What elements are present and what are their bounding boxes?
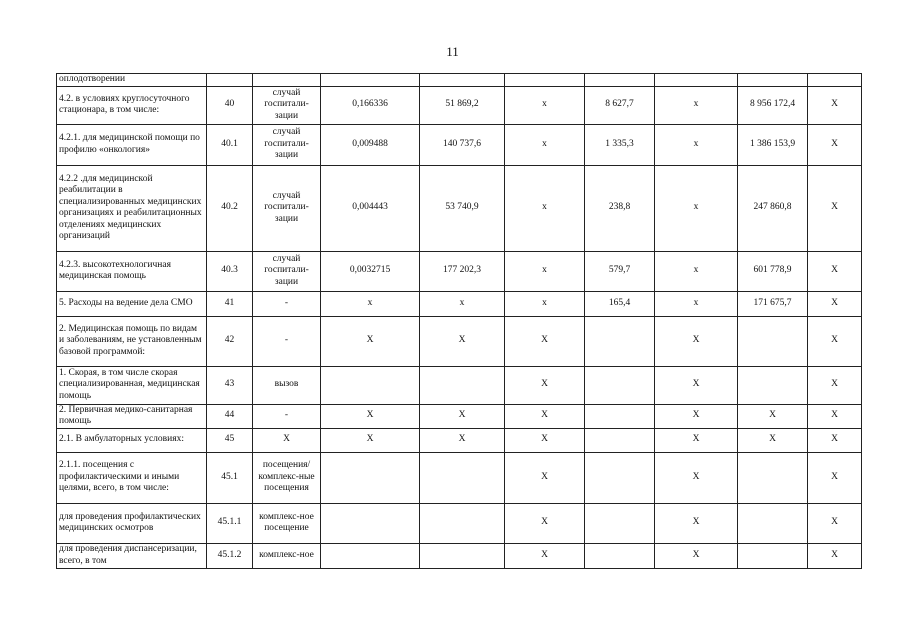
table-cell: 140 737,6 <box>420 124 505 165</box>
table-cell: случай госпитали-зации <box>253 251 321 291</box>
table-cell: х <box>321 291 420 316</box>
table-cell: 5. Расходы на ведение дела СМО <box>57 291 207 316</box>
table-cell: для проведения диспансеризации, всего, в том <box>57 543 207 568</box>
table-cell: - <box>253 404 321 428</box>
table-cell: 44 <box>207 404 253 428</box>
table-cell: Х <box>808 428 862 452</box>
table-cell: 0,004443 <box>321 165 420 251</box>
table-cell: Х <box>738 404 808 428</box>
table-row <box>57 251 862 291</box>
table-cell: х <box>655 251 738 291</box>
table-cell: оплодотворении <box>57 74 207 87</box>
table-cell <box>585 404 655 428</box>
table-cell: Х <box>253 428 321 452</box>
table-cell: - <box>253 291 321 316</box>
table-cell: 0,166336 <box>321 86 420 124</box>
table-cell: Х <box>505 366 585 404</box>
table-cell: Х <box>505 543 585 568</box>
table-cell <box>321 543 420 568</box>
table-cell: 4.2.3. высокотехнологичная медицинская помощь <box>57 251 207 291</box>
table-cell: Х <box>655 404 738 428</box>
table-cell <box>321 74 420 87</box>
table-row <box>57 366 862 404</box>
table-cell: 40.2 <box>207 165 253 251</box>
table-row <box>57 124 862 165</box>
table-cell: х <box>655 291 738 316</box>
table-cell: Х <box>655 316 738 366</box>
table-cell <box>738 452 808 503</box>
table-cell: 165,4 <box>585 291 655 316</box>
table-row <box>57 543 862 568</box>
table-cell <box>585 316 655 366</box>
table-cell: 51 869,2 <box>420 86 505 124</box>
table-cell: 171 675,7 <box>738 291 808 316</box>
table-cell: 40.3 <box>207 251 253 291</box>
table-cell: х <box>505 251 585 291</box>
table-cell: Х <box>505 503 585 543</box>
table-cell <box>420 366 505 404</box>
table-cell: случай госпитали-зации <box>253 86 321 124</box>
table-cell: х <box>655 165 738 251</box>
table-cell <box>207 74 253 87</box>
table-cell <box>585 452 655 503</box>
table-cell: Х <box>808 452 862 503</box>
table-row <box>57 86 862 124</box>
table-cell: 0,009488 <box>321 124 420 165</box>
table-cell: Х <box>505 428 585 452</box>
table-cell: 53 740,9 <box>420 165 505 251</box>
table-cell: Х <box>808 291 862 316</box>
table-cell: Х <box>808 366 862 404</box>
table-cell <box>738 316 808 366</box>
table-cell: 8 956 172,4 <box>738 86 808 124</box>
table-cell: Х <box>655 428 738 452</box>
table-cell: 1. Скорая, в том числе скорая специализированная, медицинская помощь <box>57 366 207 404</box>
table-cell: 0,0032715 <box>321 251 420 291</box>
table-cell: 2. Медицинская помощь по видам и заболеваниям, не установленным базовой программой: <box>57 316 207 366</box>
table-cell <box>808 74 862 87</box>
table-cell: Х <box>321 316 420 366</box>
table-cell <box>655 74 738 87</box>
table-cell: посещения/ комплекс-ные посещения <box>253 452 321 503</box>
table-cell: 579,7 <box>585 251 655 291</box>
table-cell: Х <box>808 251 862 291</box>
table-cell: Х <box>505 404 585 428</box>
table-cell <box>738 74 808 87</box>
table-cell <box>738 366 808 404</box>
table-cell: Х <box>321 428 420 452</box>
table-row <box>57 503 862 543</box>
table-cell: х <box>655 124 738 165</box>
table-row <box>57 428 862 452</box>
table-cell: 45.1 <box>207 452 253 503</box>
table-cell <box>585 428 655 452</box>
table-cell: Х <box>655 366 738 404</box>
table-cell: Х <box>321 404 420 428</box>
table-cell: 4.2. в условиях круглосуточного стационара, в том числе: <box>57 86 207 124</box>
table-cell: Х <box>808 165 862 251</box>
table-cell: х <box>505 124 585 165</box>
table-cell <box>420 503 505 543</box>
table-row <box>57 74 862 87</box>
table-cell: Х <box>655 543 738 568</box>
table-cell: 40.1 <box>207 124 253 165</box>
table-row <box>57 452 862 503</box>
table-cell: Х <box>655 452 738 503</box>
table-cell <box>321 452 420 503</box>
table-cell <box>585 503 655 543</box>
table-cell <box>585 543 655 568</box>
table-cell: Х <box>738 428 808 452</box>
table-cell <box>585 74 655 87</box>
table-cell: случай госпитали-зации <box>253 124 321 165</box>
table-cell: Х <box>505 316 585 366</box>
table-cell: Х <box>420 404 505 428</box>
table-cell: х <box>420 291 505 316</box>
table-cell <box>585 366 655 404</box>
table-cell: Х <box>420 316 505 366</box>
table-cell: х <box>655 86 738 124</box>
table-row <box>57 316 862 366</box>
table-cell <box>738 503 808 543</box>
table-cell: 247 860,8 <box>738 165 808 251</box>
table-cell: - <box>253 316 321 366</box>
table-cell: Х <box>808 316 862 366</box>
table-cell <box>321 503 420 543</box>
table-cell: комплекс-ное посещение <box>253 503 321 543</box>
table-cell: 45 <box>207 428 253 452</box>
table-cell: 40 <box>207 86 253 124</box>
table-cell: 2. Первичная медико-санитарная помощь <box>57 404 207 428</box>
table-cell: Х <box>420 428 505 452</box>
table-cell <box>253 74 321 87</box>
table-cell: 177 202,3 <box>420 251 505 291</box>
table-cell <box>321 366 420 404</box>
table-cell <box>420 452 505 503</box>
table-cell: 42 <box>207 316 253 366</box>
table-cell: случай госпитали-зации <box>253 165 321 251</box>
table-cell: для проведения профилактических медицинских осмотров <box>57 503 207 543</box>
table-cell: Х <box>808 86 862 124</box>
table-cell: 238,8 <box>585 165 655 251</box>
table-cell: 1 335,3 <box>585 124 655 165</box>
table-cell: 4.2.1. для медицинской помощи по профилю «онкология» <box>57 124 207 165</box>
table-cell: Х <box>808 404 862 428</box>
table-cell: 43 <box>207 366 253 404</box>
table-cell: 601 778,9 <box>738 251 808 291</box>
table-cell: 41 <box>207 291 253 316</box>
table-cell: 45.1.1 <box>207 503 253 543</box>
table-cell: комплекс-ное <box>253 543 321 568</box>
table-cell <box>420 74 505 87</box>
table-cell <box>738 543 808 568</box>
table-cell: 2.1.1. посещения с профилактическими и иными целями, всего, в том числе: <box>57 452 207 503</box>
table-cell: 4.2.2 .для медицинской реабилитации в специализированных медицинских организациях и реабилитационных отделениях медицинских организаций <box>57 165 207 251</box>
table-cell: Х <box>505 452 585 503</box>
table-cell: 2.1. В амбулаторных условиях: <box>57 428 207 452</box>
table-cell <box>420 543 505 568</box>
table-cell: Х <box>808 503 862 543</box>
table-row <box>57 291 862 316</box>
table-row <box>57 165 862 251</box>
table-cell: х <box>505 165 585 251</box>
table-cell: Х <box>808 543 862 568</box>
data-table <box>56 73 862 569</box>
table-cell: вызов <box>253 366 321 404</box>
table-cell: х <box>505 86 585 124</box>
page-number: 11 <box>446 44 459 59</box>
table-cell: 45.1.2 <box>207 543 253 568</box>
table-cell: Х <box>808 124 862 165</box>
table-row <box>57 404 862 428</box>
table-cell: Х <box>655 503 738 543</box>
table-cell: 8 627,7 <box>585 86 655 124</box>
table-cell: х <box>505 291 585 316</box>
table-cell: 1 386 153,9 <box>738 124 808 165</box>
table-cell <box>505 74 585 87</box>
